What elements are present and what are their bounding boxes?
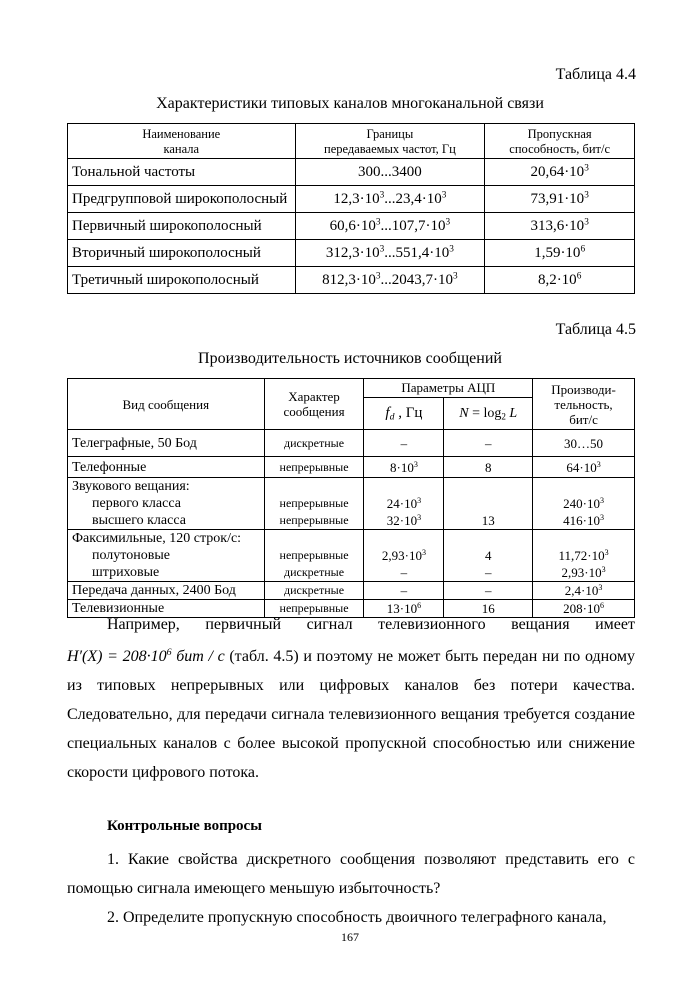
table-4-4	[67, 123, 635, 294]
channel-name: Тональной частоты	[68, 159, 296, 186]
page-number: 167	[341, 930, 359, 944]
table-row	[68, 267, 635, 294]
table-4-5-title: Производительность источников сообщений	[198, 350, 502, 367]
capacity: $1,59\cdot 10^6$	[485, 240, 635, 267]
header-sampling-freq: $f_d$ , Гц	[364, 397, 444, 429]
table-4-4-title: Характеристики типовых каналов многоканальной связи	[156, 95, 544, 112]
channel-name: Третичный широкополосный	[68, 267, 296, 294]
bits: 4 –	[444, 530, 533, 582]
table-row	[68, 457, 635, 478]
frequency-bounds: $312,3\cdot 10^3...551,4\cdot 10^3$	[295, 240, 485, 267]
capacity: $73,91\cdot 10^3$	[485, 186, 635, 213]
capacity: $20,64\cdot 10^3$	[485, 159, 635, 186]
sampling-freq: $24\cdot 10^3$ $32\cdot 10^3$	[364, 478, 444, 530]
table-row	[68, 159, 635, 186]
capacity: $8,2\cdot 10^6$	[485, 267, 635, 294]
performance: $208\cdot 10^6$	[533, 600, 635, 618]
header-frequency-bounds: Границы передаваемых частот, Гц	[295, 124, 485, 159]
bits: 16	[444, 600, 533, 618]
message-type: Звукового вещания: первого класса высшего класса	[68, 478, 265, 530]
paragraph-first-line: Например, первичный сигнал телевизионного вещания имеет	[107, 616, 635, 633]
performance: 30…50	[533, 430, 635, 457]
header-bits: $N = \log_2 L$	[444, 397, 533, 429]
formula: $H'(X) = 208\cdot 10^6$ бит / с	[67, 647, 225, 665]
table-row	[68, 600, 635, 618]
message-character: дискретные	[264, 430, 364, 457]
question-2: 2. Определите пропускную способность двоичного телеграфного канала,	[107, 909, 607, 926]
performance: $11,72\cdot 10^3$ $2,93\cdot 10^3$	[533, 530, 635, 582]
header-performance: Производи- тельность, бит/с	[533, 379, 635, 430]
bits: –	[444, 582, 533, 600]
message-character: непрерывные непрерывные	[264, 478, 364, 530]
message-type: Телевизионные	[68, 600, 265, 618]
message-type: Телеграфные, 50 Бод	[68, 430, 265, 457]
header-capacity: Пропускная способность, бит/с	[485, 124, 635, 159]
frequency-bounds: 300...3400	[295, 159, 485, 186]
channel-name: Вторичный широкополосный	[68, 240, 296, 267]
table-row	[68, 582, 635, 600]
paragraph-body: $H'(X) = 208\cdot 10^6$ бит / с (табл. 4.5) и поэтому не может быть передан ни по одному из типовых непрерывных или цифровых каналов без потери качества. Следовательно, для передачи сигнала телевизионного вещания требуется создание специальных каналов с более высокой пропускной способностью или снижение скорости цифрового потока.	[67, 647, 636, 781]
performance: $240\cdot 10^3$ $416\cdot 10^3$	[533, 478, 635, 530]
section-heading: Контрольные вопросы	[107, 818, 262, 834]
frequency-bounds: $60,6\cdot 10^3...107,7\cdot 10^3$	[295, 213, 485, 240]
channel-name: Первичный широкополосный	[68, 213, 296, 240]
table-4-5	[67, 378, 635, 618]
sampling-freq: –	[364, 430, 444, 457]
message-type: Передача данных, 2400 Бод	[68, 582, 265, 600]
question-1: 1. Какие свойства дискретного сообщения позволяют представить его с помощью сигнала имеющего меньшую избыточность?	[67, 851, 635, 897]
header-channel-name: Наименование канала	[68, 124, 296, 159]
message-character: непрерывные дискретные	[264, 530, 364, 582]
message-character: дискретные	[264, 582, 364, 600]
message-character: непрерывные	[264, 600, 364, 618]
message-type: Телефонные	[68, 457, 265, 478]
bits: 8	[444, 457, 533, 478]
bits: –	[444, 430, 533, 457]
header-message-character: Характер сообщения	[264, 379, 364, 430]
message-character: непрерывные	[264, 457, 364, 478]
bits: 13	[444, 478, 533, 530]
table-row	[68, 430, 635, 457]
frequency-bounds: $12,3\cdot 10^3...23,4\cdot 10^3$	[295, 186, 485, 213]
sampling-freq: $2,93\cdot 10^3$ –	[364, 530, 444, 582]
table-row	[68, 186, 635, 213]
performance: $64\cdot 10^3$	[533, 457, 635, 478]
table-row	[68, 213, 635, 240]
table-4-5-label: Таблица 4.5	[555, 321, 636, 338]
performance: $2,4\cdot 10^3$	[533, 582, 635, 600]
table-row	[68, 478, 635, 530]
channel-name: Предгрупповой широкополосный	[68, 186, 296, 213]
sampling-freq: $13\cdot 10^6$	[364, 600, 444, 618]
table-row	[68, 530, 635, 582]
capacity: $313,6\cdot 10^3$	[485, 213, 635, 240]
table-4-4-label: Таблица 4.4	[555, 66, 636, 83]
header-message-type: Вид сообщения	[68, 379, 265, 430]
frequency-bounds: $812,3\cdot 10^3...2043,7\cdot 10^3$	[295, 267, 485, 294]
header-adc-params: Параметры АЦП	[364, 379, 533, 398]
sampling-freq: –	[364, 582, 444, 600]
message-type: Факсимильные, 120 строк/с: полутоновые штриховые	[68, 530, 265, 582]
table-row	[68, 240, 635, 267]
sampling-freq: $8\cdot 10^3$	[364, 457, 444, 478]
table-4-4-header	[68, 124, 635, 159]
